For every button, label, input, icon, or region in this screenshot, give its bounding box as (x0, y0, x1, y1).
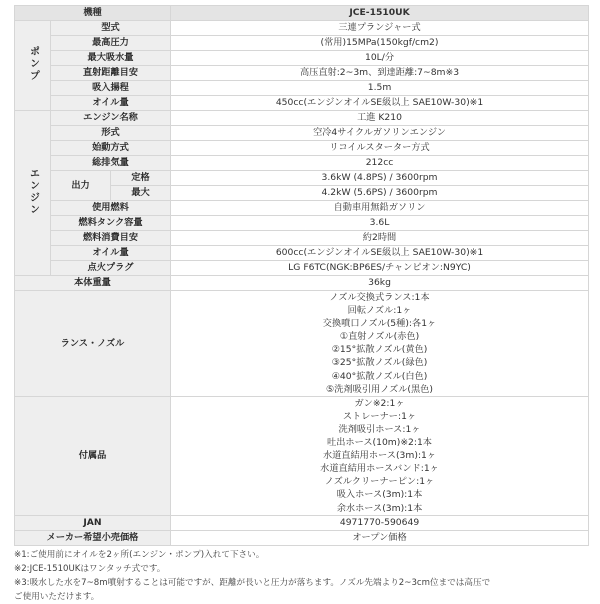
table-row (15, 36, 589, 51)
footnote: ※3:吸水した水を7~8m噴射することは可能ですが、距離が長いと圧力が落ちます。ノズル先端より2~3cm位までは高压で (14, 577, 491, 588)
spec-label: 燃料消費目安 (51, 231, 171, 246)
spec-label: 本体重量 (15, 276, 171, 291)
spec-label: エンジン名称 (51, 111, 171, 126)
spec-value: LG F6TC(NGK:BP6ES/チャンピオン:N9YC) (171, 261, 589, 276)
table-row (15, 396, 589, 515)
spec-value: 450cc(エンジンオイルSE級以上 SAE10W-30)※1 (171, 96, 589, 111)
spec-label: 付属品 (15, 396, 171, 515)
table-row (15, 21, 589, 36)
spec-value: 空冷4サイクルガソリンエンジン (171, 126, 589, 141)
list-item: ②15°拡散ノズル(黄色) (331, 344, 428, 356)
table-row (15, 126, 589, 141)
spec-sheet (14, 5, 588, 604)
list-item: ⑤洗剤吸引用ノズル(黒色) (326, 383, 433, 395)
spec-value: 3.6kW (4.8PS) / 3600rpm (171, 171, 589, 186)
spec-label: 始動方式 (51, 141, 171, 156)
spec-value: 三連プランジャー式 (171, 21, 589, 36)
spec-value: 4.2kW (5.6PS) / 3600rpm (171, 186, 589, 201)
spec-label: 形式 (51, 126, 171, 141)
spec-label: 最高圧力 (51, 36, 171, 51)
engine-group-label: エンジン (15, 111, 51, 276)
spec-value: リコイルスターター方式 (171, 141, 589, 156)
list-item: ノズルクリーナーピン:1ヶ (324, 476, 435, 488)
spec-label: メーカー希望小売価格 (15, 530, 171, 545)
footnote: ※1:ご使用前にオイルを2ヶ所(エンジン・ポンプ)入れて下さい。 (14, 549, 265, 560)
lance-items (171, 291, 589, 397)
table-row (15, 66, 589, 81)
spec-label: 定格 (111, 171, 171, 186)
spec-value: 自動車用無鉛ガソリン (171, 201, 589, 216)
model-header-label: 機種 (15, 6, 171, 21)
spec-value: 約2時間 (171, 231, 589, 246)
spec-label: ランス・ノズル (15, 291, 171, 397)
table-row (15, 171, 589, 186)
spec-label: JAN (15, 515, 171, 530)
spec-value: 工進 K210 (171, 111, 589, 126)
table-row (15, 216, 589, 231)
table-header-row (15, 6, 589, 21)
table-row (15, 201, 589, 216)
spec-label: 最大 (111, 186, 171, 201)
spec-label: 直射距離目安 (51, 66, 171, 81)
footnotes (14, 548, 588, 604)
list-item: ①直射ノズル(赤色) (339, 331, 420, 343)
spec-label: 燃料タンク容量 (51, 216, 171, 231)
spec-label: 総排気量 (51, 156, 171, 171)
table-row (15, 81, 589, 96)
list-item: ガン※2:1ヶ (354, 397, 405, 409)
spec-value: 1.5m (171, 81, 589, 96)
spec-value: オープン価格 (171, 530, 589, 545)
spec-table (14, 5, 589, 546)
table-row (15, 111, 589, 126)
spec-label: 最大吸水量 (51, 51, 171, 66)
list-item: 交換噴口ノズル(5種):各1ヶ (322, 318, 437, 330)
spec-value: 高压直射:2~3m、到達距離:7~8m※3 (171, 66, 589, 81)
spec-value: (常用)15MPa(150kgf/cm2) (171, 36, 589, 51)
list-item: 吸入ホース(3m):1本 (336, 489, 423, 501)
list-item: ③25°拡散ノズル(緑色) (331, 357, 428, 369)
spec-value: 600cc(エンジンオイルSE級以上 SAE10W-30)※1 (171, 246, 589, 261)
table-row (15, 51, 589, 66)
footnote: ※2:JCE-1510UKはワンタッチ式です。 (14, 563, 166, 574)
table-row (15, 231, 589, 246)
list-item: 洗剤吸引ホース:1ヶ (338, 423, 421, 435)
table-row (15, 530, 589, 545)
accessory-items (171, 396, 589, 515)
table-row (15, 276, 589, 291)
pump-group-label: ポンプ (15, 21, 51, 111)
output-label: 出力 (51, 171, 111, 201)
list-item: 水道直結用ホース(3m):1ヶ (322, 450, 437, 462)
model-name: JCE-1510UK (171, 6, 589, 21)
table-row (15, 156, 589, 171)
spec-label: 点火プラグ (51, 261, 171, 276)
spec-value: 36kg (171, 276, 589, 291)
list-item: ノズル交換式ランス:1本 (329, 292, 430, 303)
spec-label: 使用燃料 (51, 201, 171, 216)
table-row (15, 261, 589, 276)
spec-label: 型式 (51, 21, 171, 36)
spec-value: 10L/分 (171, 51, 589, 66)
spec-value: 4971770-590649 (171, 515, 589, 530)
spec-value: 212cc (171, 156, 589, 171)
list-item: 水道直結用ホースバンド:1ヶ (320, 463, 439, 475)
list-item: ④40°拡散ノズル(白色) (331, 370, 428, 382)
list-item: 回転ノズル:1ヶ (347, 305, 412, 317)
footnote: ご使用いただけます。 (14, 591, 100, 602)
table-row (15, 96, 589, 111)
spec-label: オイル量 (51, 246, 171, 261)
spec-label: オイル量 (51, 96, 171, 111)
spec-value: 3.6L (171, 216, 589, 231)
table-row (15, 291, 589, 397)
spec-label: 吸入揚程 (51, 81, 171, 96)
table-row (15, 141, 589, 156)
list-item: 余水ホース(3m):1本 (336, 502, 423, 514)
table-row (15, 246, 589, 261)
table-row (15, 515, 589, 530)
list-item: 吐出ホース(10m)※2:1本 (327, 437, 432, 449)
list-item: ストレーナー:1ヶ (342, 410, 417, 422)
